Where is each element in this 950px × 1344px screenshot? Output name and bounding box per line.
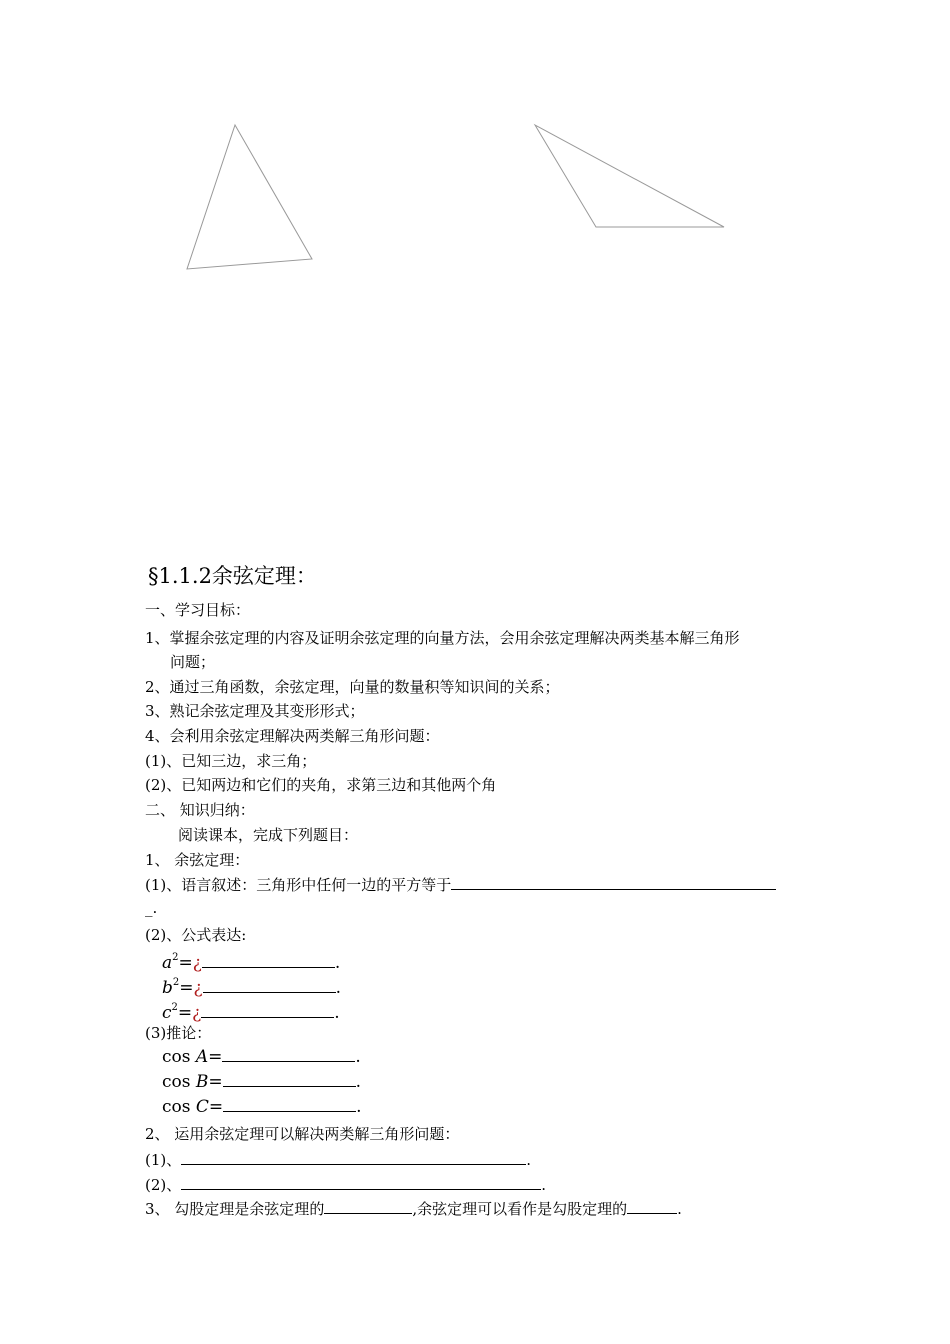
objective-4-1: (1)、已知三边，求三角； (145, 752, 317, 770)
corollary-cos-a: cos A= . (162, 1047, 361, 1067)
pythagorean-blank-2[interactable] (627, 1198, 677, 1214)
verbal-statement (145, 874, 776, 895)
objectives-heading: 一、学习目标： (145, 601, 251, 619)
verbal-tail: _. (145, 899, 158, 917)
cos-a-blank[interactable] (222, 1046, 355, 1062)
formula-c-blank[interactable] (201, 1002, 334, 1018)
cos-c-blank[interactable] (223, 1096, 356, 1112)
obtuse-triangle (535, 125, 724, 227)
objective-1-cont: 问题； (170, 653, 216, 671)
application-2: (2)、 . (145, 1176, 547, 1194)
formula-a: $a^2=¿$ . (162, 952, 341, 973)
pythagorean-blank-1[interactable] (324, 1198, 412, 1214)
objective-2: 2、通过三角函数，余弦定理，向量的数量积等知识间的关系； (145, 678, 560, 696)
formula-b-blank[interactable] (203, 977, 336, 993)
pythagorean-item: 3、 勾股定理是余弦定理的 ,余弦定理可以看作是勾股定理的 . (145, 1200, 682, 1218)
formula-c: $c^2=¿$ . (162, 1002, 340, 1023)
cos-b-blank[interactable] (223, 1071, 356, 1087)
applications-item: 2、 运用余弦定理可以解决两类解三角形问题： (145, 1125, 460, 1143)
triangle-figures (0, 0, 950, 560)
formula-label: (2)、公式表达: (145, 926, 247, 944)
verbal-statement-text: (1)、语言叙述：三角形中任何一边的平方等于 (145, 876, 452, 894)
objective-4-2: (2)、已知两边和它们的夹角，求第三边和其他两个角 (145, 776, 497, 794)
knowledge-heading: 二、 知识归纳： (145, 801, 255, 819)
objective-1: 1、掌握余弦定理的内容及证明余弦定理的向量方法，会用余弦定理解决两类基本解三角形 (145, 629, 740, 647)
objective-3: 3、熟记余弦定理及其变形形式； (145, 702, 365, 720)
cosine-law-item: 1、 余弦定理： (145, 851, 250, 869)
formula-b: $b^2=¿$ . (162, 977, 342, 998)
application-2-blank[interactable] (181, 1174, 541, 1190)
corollary-cos-c: cos C= . (162, 1097, 362, 1117)
reading-intro: 阅读课本，完成下列题目： (178, 826, 359, 844)
objective-4: 4、会利用余弦定理解决两类解三角形问题： (145, 727, 440, 745)
application-1-blank[interactable] (181, 1149, 526, 1165)
corollary-label: (3)推论： (145, 1024, 212, 1042)
formula-a-blank[interactable] (202, 952, 335, 968)
corollary-cos-b: cos B= . (162, 1072, 362, 1092)
acute-triangle (187, 125, 312, 269)
verbal-blank[interactable] (451, 874, 776, 890)
application-1: (1)、 . (145, 1151, 532, 1169)
section-title: §1.1.2余弦定理： (148, 564, 317, 588)
